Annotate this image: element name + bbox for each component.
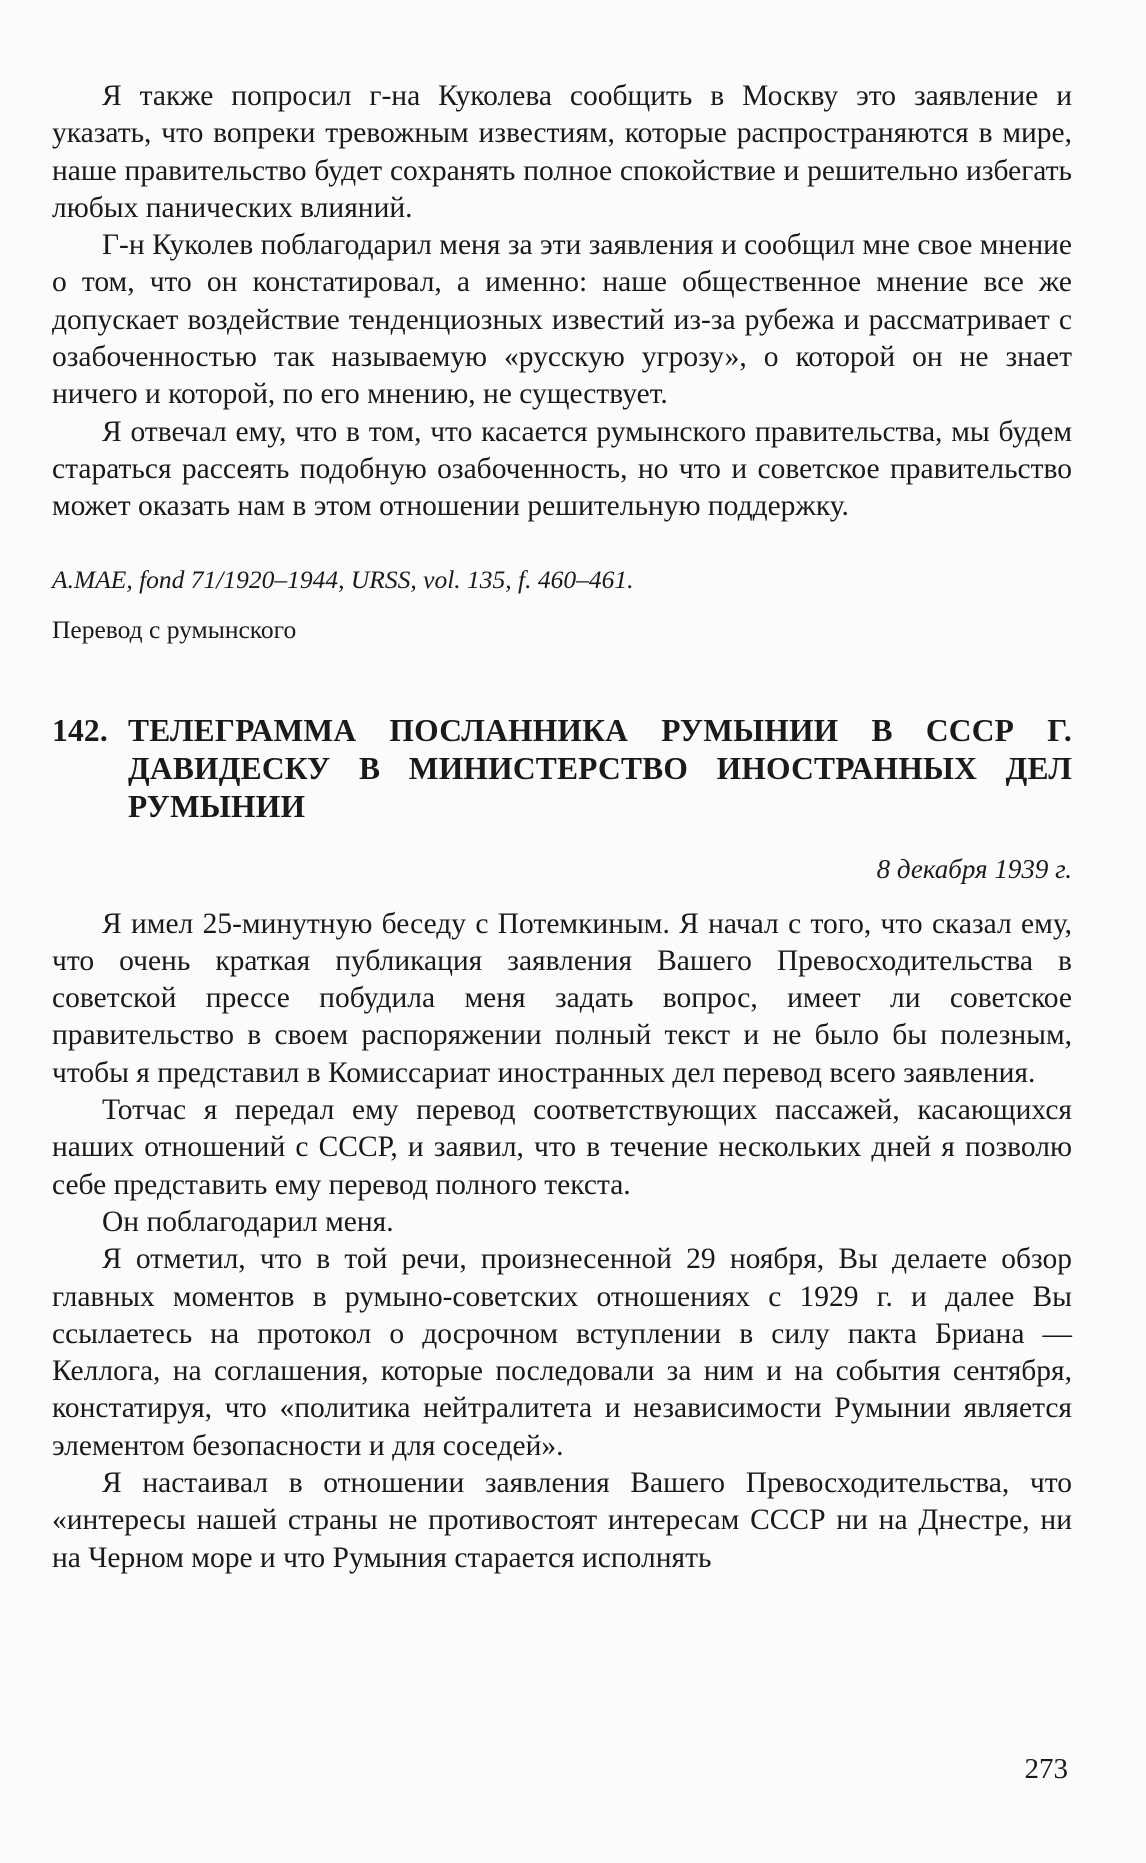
body-paragraph-2: Тотчас я передал ему перевод соответствующих пассажей, касающихся наших отношений с СССР, и заявил, что в течение нескольких дней я позволю себе представить ему перевод полного текста.	[52, 1094, 1072, 1201]
body-paragraph-5: Я настаивал в отношении заявления Вашего Превосходительства, что «интересы нашей страны не противостоят интересам СССР ни на Днестре, ни на Черном море и что Румыния старается исполнять	[52, 1467, 1072, 1574]
archive-source-reference: A.MAE, fond 71/1920–1944, URSS, vol. 135, f. 460–461.	[52, 564, 634, 594]
page-content	[52, 78, 1072, 1577]
paragraph-3: Я отвечал ему, что в том, что касается румынского правительства, мы будем стараться рассеять подобную озабоченность, но что и советское правительство может оказать нам в этом отношении решительную поддержку.	[52, 415, 1072, 523]
body-paragraph-1: Я имел 25-минутную беседу с Потемкиным. Я начал с того, что сказал ему, что очень краткая публикация заявления Вашего Превосходительства в советской прессе побудила меня задать вопрос, имеет ли советское правительство в своем распоряжении полный текст и не было бы полезным, чтобы я представил в Комиссариат иностранных дел перевод всего заявления.	[52, 907, 1072, 1089]
document-number: 142.	[52, 712, 108, 748]
document-title: ТЕЛЕГРАММА ПОСЛАННИКА РУМЫНИИ В СССР Г. ДАВИДЕСКУ В МИНИСТЕРСТВО ИНОСТРАННЫХ ДЕЛ РУМЫНИИ	[128, 712, 1072, 824]
body-paragraph-4: Я отметил, что в той речи, произнесенной 29 ноября, Вы делаете обзор главных моментов в румыно-советских отношениях с 1929 г. и далее Вы ссылаетесь на протокол о досрочном вступлении в силу пакта Бриана — Келлога, на соглашения, которые последовали за ним и на события сентября, констатируя, что «политика нейтралитета и независимости Румынии является элементом безопасности и для соседей».	[52, 1243, 1072, 1462]
paragraph-2: Г-н Куколев поблагодарил меня за эти заявления и сообщил мне свое мнение о том, что он констатировал, а именно: наше общественное мнение все же допускает воздействие тенденциозных известий из-за рубежа и рассматривает с озабоченностью так называемую «русскую угрозу», о которой он не знает ничего и которой, по его мнению, не существует.	[52, 229, 1072, 411]
document-date: 8 декабря 1939 г.	[876, 853, 1072, 884]
translation-note: Перевод с румынского	[52, 614, 297, 644]
body-paragraph-3: Он поблагодарил меня.	[102, 1205, 394, 1238]
paragraph-1: Я также попросил г-на Куколева сообщить в Москву это заявление и указать, что вопреки тревожным известиям, которые распространяются в мире, наше правительство будет сохранять полное спокойствие и решительно избегать любых панических влияний.	[52, 80, 1072, 224]
page-number: 273	[1024, 1753, 1068, 1785]
document-heading	[52, 712, 1072, 826]
document-body	[52, 906, 1072, 1577]
